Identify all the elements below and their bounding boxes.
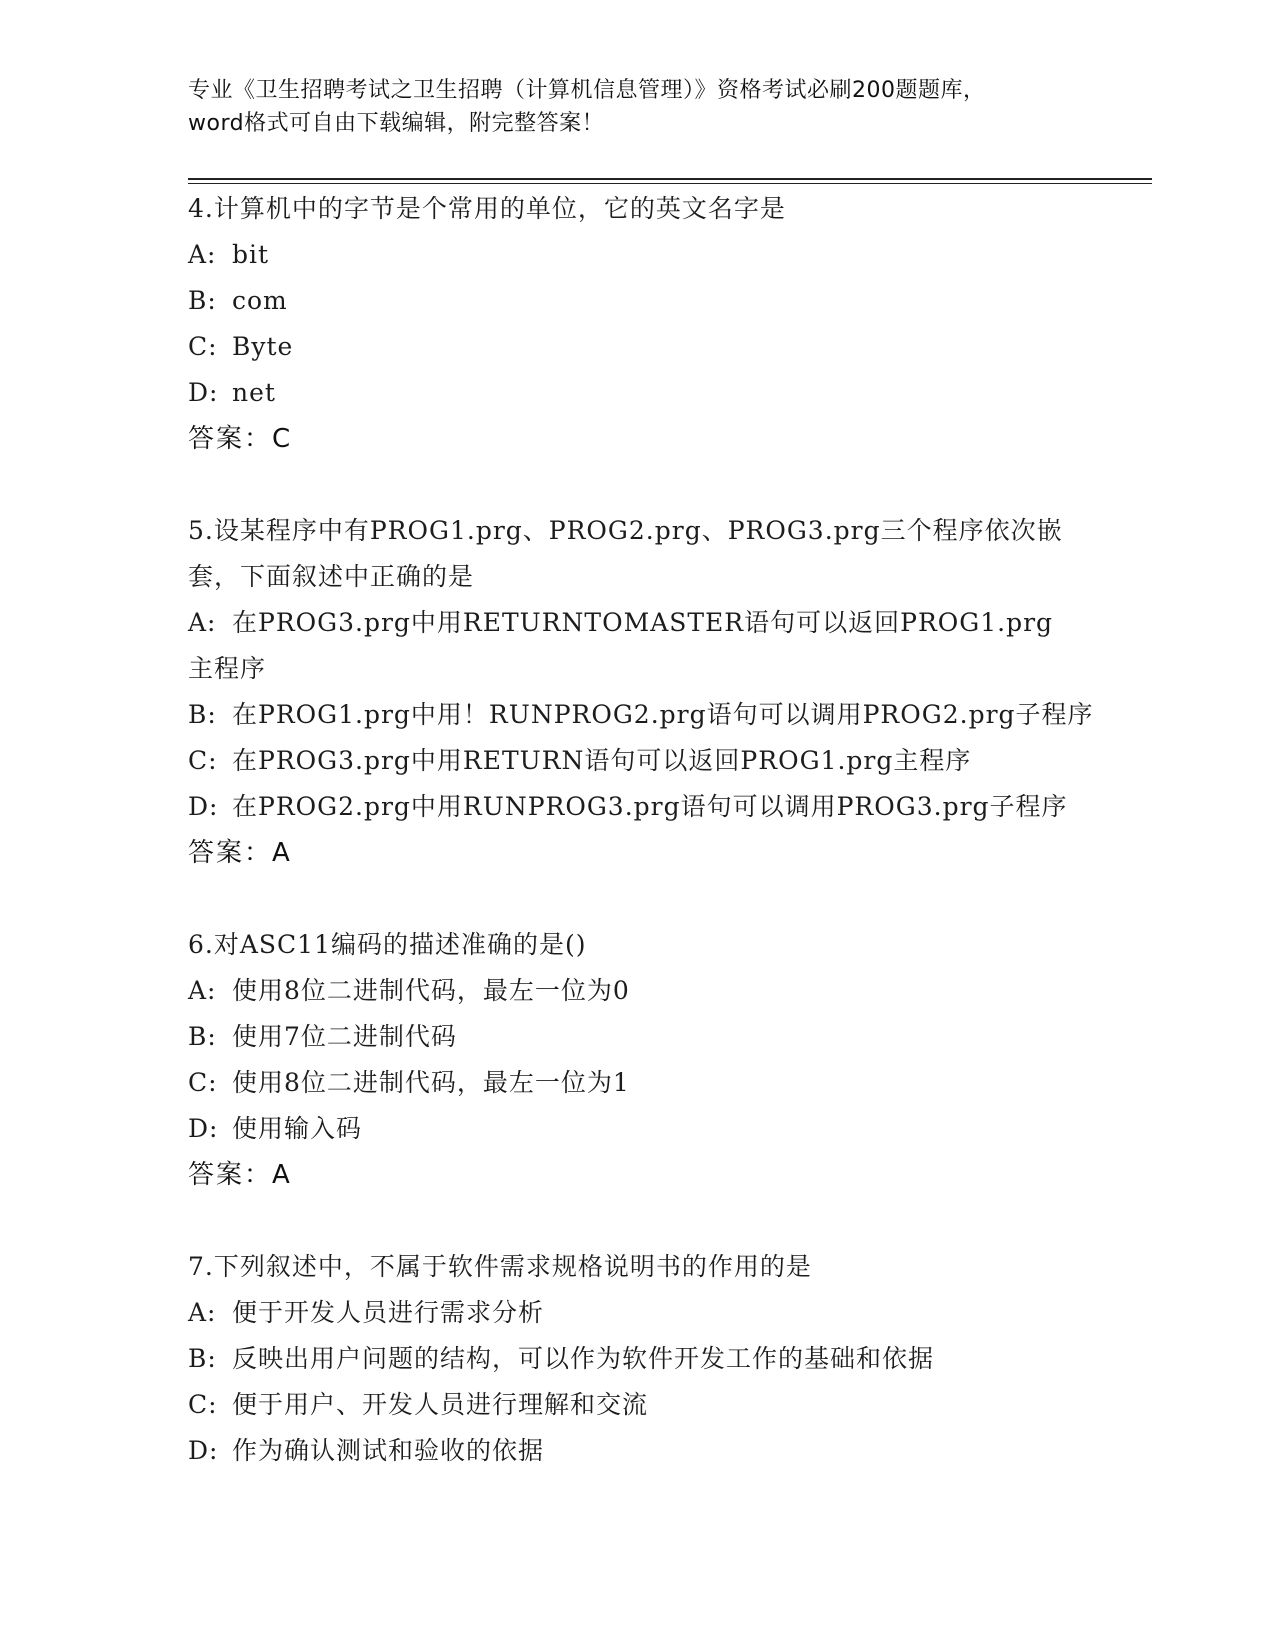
option-text: 使用8位二进制代码，最左一位为1 bbox=[232, 1068, 630, 1097]
option-letter: B: bbox=[188, 1022, 217, 1051]
question-5 bbox=[188, 508, 1094, 876]
header-divider-thick bbox=[188, 178, 1152, 180]
option-b bbox=[188, 278, 1088, 324]
answer-label: 答案：A bbox=[188, 1160, 292, 1190]
option-letter: C: bbox=[188, 1390, 218, 1419]
option-text: com bbox=[232, 286, 288, 315]
option-letter: D: bbox=[188, 378, 219, 407]
question-4 bbox=[188, 186, 1088, 462]
option-d bbox=[188, 1428, 1088, 1474]
option-letter: D: bbox=[188, 1436, 219, 1465]
option-text: net bbox=[232, 378, 276, 407]
option-letter: A: bbox=[188, 608, 217, 637]
option-text: 在PROG3.prg中用RETURNTOMASTER语句可以返回PROG1.prg主程序 bbox=[188, 608, 1054, 683]
option-text: 反映出用户问题的结构，可以作为软件开发工作的基础和依据 bbox=[232, 1344, 935, 1373]
option-text: 使用7位二进制代码 bbox=[232, 1022, 457, 1051]
question-7 bbox=[188, 1244, 1088, 1474]
option-letter: C: bbox=[188, 332, 218, 361]
option-letter: C: bbox=[188, 746, 218, 775]
option-text: Byte bbox=[232, 332, 294, 361]
option-letter: B: bbox=[188, 1344, 217, 1373]
option-a bbox=[188, 1290, 1088, 1336]
option-text: 作为确认测试和验收的依据 bbox=[232, 1436, 545, 1465]
document-header bbox=[188, 74, 1088, 140]
option-c bbox=[188, 1382, 1088, 1428]
option-d bbox=[188, 370, 1088, 416]
option-b bbox=[188, 692, 1094, 738]
question-stem: 5.设某程序中有PROG1.prg、PROG2.prg、PROG3.prg三个程序依次嵌套，下面叙述中正确的是 bbox=[188, 516, 1063, 591]
header-line-2: word格式可自由下载编辑，附完整答案！ bbox=[188, 111, 605, 136]
option-a bbox=[188, 968, 1088, 1014]
option-c bbox=[188, 324, 1088, 370]
option-text: 便于开发人员进行需求分析 bbox=[232, 1298, 545, 1327]
header-line-1: 专业《卫生招聘考试之卫生招聘（计算机信息管理）》资格考试必刷200题题库， bbox=[188, 78, 986, 103]
option-a bbox=[188, 600, 1068, 692]
question-stem: 6.对ASC11编码的描述准确的是() bbox=[188, 930, 587, 959]
question-6 bbox=[188, 922, 1088, 1198]
option-c bbox=[188, 738, 1088, 784]
option-text: 在PROG1.prg中用！RUNPROG2.prg语句可以调用PROG2.prg子程序 bbox=[232, 700, 1094, 729]
option-letter: D: bbox=[188, 792, 219, 821]
option-text: bit bbox=[232, 240, 270, 269]
option-letter: B: bbox=[188, 286, 217, 315]
question-stem: 4.计算机中的字节是个常用的单位，它的英文名字是 bbox=[188, 194, 786, 223]
option-letter: C: bbox=[188, 1068, 218, 1097]
question-list bbox=[188, 186, 1094, 1474]
option-text: 在PROG3.prg中用RETURN语句可以返回PROG1.prg主程序 bbox=[232, 746, 972, 775]
option-letter: D: bbox=[188, 1114, 219, 1143]
answer-label: 答案：A bbox=[188, 838, 292, 868]
option-text: 在PROG2.prg中用RUNPROG3.prg语句可以调用PROG3.prg子程序 bbox=[232, 792, 1068, 821]
option-a bbox=[188, 232, 1088, 278]
answer-label: 答案：C bbox=[188, 424, 293, 454]
question-stem: 7.下列叙述中，不属于软件需求规格说明书的作用的是 bbox=[188, 1252, 812, 1281]
option-letter: A: bbox=[188, 240, 217, 269]
option-letter: A: bbox=[188, 976, 217, 1005]
option-letter: B: bbox=[188, 700, 217, 729]
option-text: 使用输入码 bbox=[232, 1114, 363, 1143]
header-divider-thin bbox=[188, 183, 1152, 184]
option-d bbox=[188, 1106, 1088, 1152]
option-b bbox=[188, 1014, 1088, 1060]
option-text: 便于用户、开发人员进行理解和交流 bbox=[232, 1390, 649, 1419]
option-letter: A: bbox=[188, 1298, 217, 1327]
option-b bbox=[188, 1336, 1088, 1382]
option-d bbox=[188, 784, 1088, 830]
option-text: 使用8位二进制代码，最左一位为0 bbox=[232, 976, 630, 1005]
option-c bbox=[188, 1060, 1088, 1106]
